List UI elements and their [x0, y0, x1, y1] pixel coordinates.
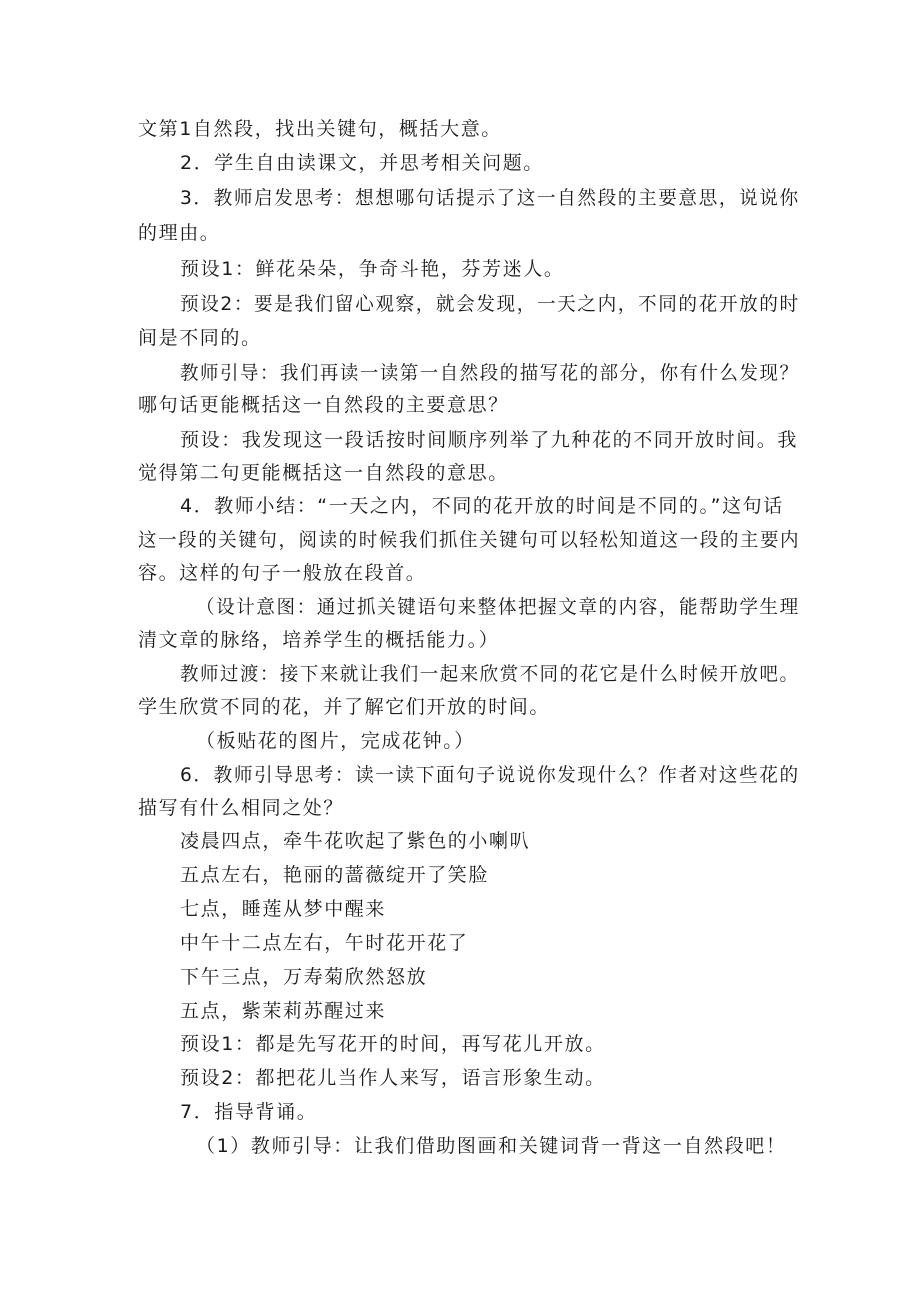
text-line-24: 七点，睡莲从梦中醒来 — [180, 898, 387, 920]
text-line-5: 预设1：鲜花朵朵，争奇斗艳，芬芳迷人。 — [180, 258, 565, 280]
text-line-19: （板贴花的图片，完成花钟。） — [196, 730, 475, 752]
text-line-14: 容。这样的句子一般放在段首。 — [138, 562, 427, 584]
text-line-26: 下午三点，万寿菊欣然怒放 — [180, 966, 428, 988]
text-line-27: 五点，紫茉莉苏醒过来 — [180, 1000, 387, 1022]
text-line-7: 间是不同的。 — [138, 327, 262, 349]
text-line-13: 这一段的关键句，阅读的时候我们抓住关键句可以轻松知道这一段的主要内 — [138, 529, 801, 551]
text-line-12: 4．教师小结：“一天之内，不同的花开放的时间是不同的。”这句话 — [180, 495, 784, 517]
text-line-6: 预设2：要是我们留心观察，就会发现，一天之内，不同的花开放的时 — [180, 293, 800, 315]
text-line-21: 描写有什么相同之处？ — [138, 797, 345, 819]
text-line-10: 预设：我发现这一段话按时间顺序列举了九种花的不同开放时间。我 — [180, 429, 799, 451]
text-line-9: 哪句话更能概括这一自然段的主要意思？ — [138, 394, 509, 416]
text-line-15: （设计意图：通过抓关键语句来整体把握文章的内容，能帮助学生理 — [196, 596, 800, 618]
text-line-30: 7．指导背诵。 — [180, 1101, 318, 1123]
text-line-31: （1）教师引导：让我们借助图画和关键词背一背这一自然段吧！ — [196, 1135, 787, 1157]
text-line-3: 3．教师启发思考：想想哪句话提示了这一自然段的主要意思，说说你 — [180, 187, 800, 209]
text-line-25: 中午十二点左右，午时花开花了 — [180, 932, 469, 954]
text-line-17: 教师过渡：接下来就让我们一起来欣赏不同的花它是什么时候开放吧。 — [180, 663, 800, 685]
text-line-18: 学生欣赏不同的花，并了解它们开放的时间。 — [138, 696, 551, 718]
text-line-8: 教师引导：我们再读一读第一自然段的描写花的部分，你有什么发现？ — [180, 362, 800, 384]
text-line-1: 文第1自然段，找出关键句，概括大意。 — [138, 118, 502, 140]
text-line-22: 凌晨四点，牵牛花吹起了紫色的小喇叭 — [180, 830, 531, 852]
text-line-23: 五点左右，艳丽的蔷薇绽开了笑脸 — [180, 864, 490, 886]
text-line-16: 清文章的脉络，培养学生的概括能力。） — [138, 629, 500, 651]
text-line-11: 觉得第二句更能概括这一自然段的意思。 — [138, 462, 509, 484]
text-line-20: 6．教师引导思考：读一读下面句子说说你发现什么？作者对这些花的 — [180, 764, 800, 786]
text-line-29: 预设2：都把花儿当作人来写，语言形象生动。 — [180, 1067, 606, 1089]
text-line-2: 2．学生自由读课文，并思考相关问题。 — [180, 152, 544, 174]
text-line-28: 预设1：都是先写花开的时间，再写花儿开放。 — [180, 1033, 606, 1055]
text-line-4: 的理由。 — [138, 222, 221, 244]
